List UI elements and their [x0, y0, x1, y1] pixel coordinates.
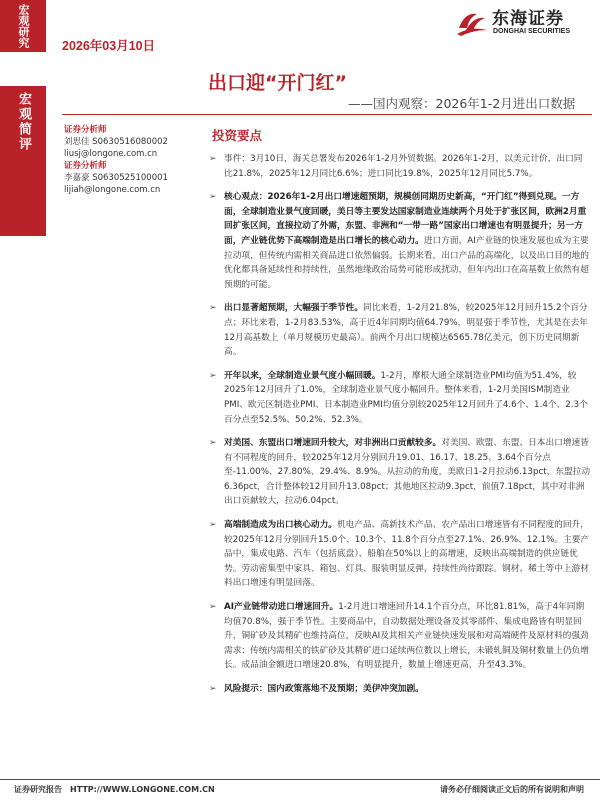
footer-disclaimer: 请务必仔细阅读正文后的所有说明和声明: [440, 785, 584, 794]
list-item: ➢ AI产业链带动进口增速回升。1-2月进口增速回升14.1个百分点，环比81.81%，高于4年同期均值70.8%，强于季节性。主要商品中，自动数据处理设备及其零部件、集成电路皆有明显回升，铜矿砂及其精矿也维持高位，反映AI及其相关产业链快速发展和对高端硬件及原材料的强劲需求；传统内需相关的铁矿砂及其精矿进口延续两位数以上增长，未锻轧铜及铜材数量上仍负增长。成品油金额进口增速20.8%，有明显提升，数量上增速更高，升至43.3%。: [209, 602, 589, 671]
research-type-tab: 宏观研究: [0, 0, 46, 52]
section-title: 投资要点: [212, 128, 263, 143]
report-type-tab: 宏观简评: [0, 86, 46, 236]
analyst-name: 李嘉豪 S0630525100001: [64, 173, 168, 183]
title-block: [208, 68, 600, 111]
logo-emblem-icon: [455, 4, 489, 38]
analyst-email[interactable]: liusj@longone.com.cn: [64, 149, 158, 159]
logo-english-text: DONGHAI SECURITIES: [493, 28, 571, 35]
bullet-arrow-icon: ➢: [209, 370, 217, 381]
footer-divider: [0, 779, 600, 780]
list-item: ➢ 出口显著超预期，大幅强于季节性。同比来看，1-2月21.8%，较2025年12月回升15.2个百分点；环比来看，1-2月83.53%，高于近4年同期均值64.79%，明显强于季节性，尤其是在去年12月高基数上（单月规模历史最高）。前两个月出口规模达6565.78亿美元，创下历史同期新高。: [209, 303, 588, 358]
company-logo: [455, 4, 595, 40]
analyst-label: 证券分析师: [64, 125, 107, 135]
page-subtitle: ——国内观察：2026年1-2月进出口数据: [348, 96, 576, 111]
analyst-entry: [64, 160, 194, 196]
bullet-arrow-icon: ➢: [209, 438, 217, 449]
left-strip: [0, 0, 46, 800]
list-item: ➢ 开年以来，全球制造业景气度小幅回暖。1-2月，摩根大通全球制造业PMI均值为51.4%，较2025年12月回升了1.0%，全球制造业景气度小幅回升。整体来看，1-2月美国ISM制造业PMI、欧元区制造业PMI、日本制造业PMI均值分别较2025年12月回升了4.6个、1.4个、2.3个百分点至52.5%、50.2%、52.3%。: [209, 370, 588, 425]
bullet-arrow-icon: ➢: [209, 192, 217, 203]
title-divider: [62, 114, 592, 115]
analyst-list: [64, 124, 194, 196]
logo-chinese-text: 东海证券: [492, 9, 564, 29]
key-points-list: [208, 152, 591, 706]
bullet-arrow-icon: ➢: [209, 154, 217, 164]
list-item: ➢ 风险提示：国内政策落地不及预期；美伊冲突加剧。: [208, 682, 591, 697]
report-date: 2026年03月10日: [62, 39, 156, 53]
bullet-arrow-icon: ➢: [209, 520, 217, 531]
bullet-arrow-icon: ➢: [209, 303, 217, 314]
list-item: ➢ 对美国、东盟出口增速回升较大，对非洲出口贡献较多。对美国、欧盟、东盟、日本出口增速皆有不同程度的回升，较2025年12月分别回升19.01、16.17、18.25、3.64个百分点至-11.00%、27.80%、29.4%、8.9%。从拉动的角度，美欧日1-2月拉动6.13pct，东盟拉动6.36pct，合计整体较12月回升13.08pct；其他地区拉动9.3pct，前值7.18pct，其中对非洲出口贡献较大，拉动6.04pct。: [209, 438, 591, 507]
page-title: 出口迎“开门红”: [208, 72, 347, 94]
analyst-label: 证券分析师: [64, 161, 107, 171]
footer-website[interactable]: 证券研究报告 HTTP://WWW.LONGONE.COM.CN: [14, 785, 215, 794]
bullet-arrow-icon: ➢: [209, 602, 217, 613]
list-item: ➢ 高端制造成为出口核心动力。机电产品、高新技术产品、农产品出口增速皆有不同程度的回升，较2025年12月分别回升15.0个、10.3个、11.8个百分点至27.1%、26.9%、12.1%。主要产品中，集成电路、汽车（包括底盘）、船舶在50%以上的高增速，反映出高端制造的供应链优势。劳动密集型中家具、箱包、灯具、服装明显反弹，持续性尚待跟踪。钢材、稀土等中上游材料出口增速有明显回落。: [209, 520, 590, 589]
bullet-arrow-icon: ➢: [209, 684, 217, 694]
list-item: ➢ 核心观点：2026年1-2月出口增速超预期，规模创同期历史新高，“开门红”得到兑现。一方面，全球制造业景气度回暖，美日等主要发达国家制造业连续两个月处于扩张区间，欧洲2月重回扩张区间，直接拉动了外需，东盟、非洲和“一带一路”国家出口增速也有明显提升；另一方面，产业链优势下高端制造是出口增长的核心动力。进口方面，AI产业链的快速发展也成为主要拉动项，但传统内需相关商品进口依然偏弱。长期来看，出口产品的高端化，以及出口目的地的优化都具备延续性和持续性，虽然地缘政治局势可能形成扰动，但年内出口在高基数上依然有超预期的可能。: [209, 192, 589, 290]
list-item: ➢ 事件：3月10日，海关总署发布2026年1-2月外贸数据。2026年1-2月，以美元计价，出口同比21.8%，2025年12月同比6.6%；进口同比19.8%，2025年12月同比5.7%。: [209, 154, 583, 179]
analyst-entry: [64, 124, 194, 160]
analyst-email[interactable]: lijiah@longone.com.cn: [64, 185, 161, 195]
analyst-name: 刘思佳 S0630516080002: [64, 137, 168, 147]
